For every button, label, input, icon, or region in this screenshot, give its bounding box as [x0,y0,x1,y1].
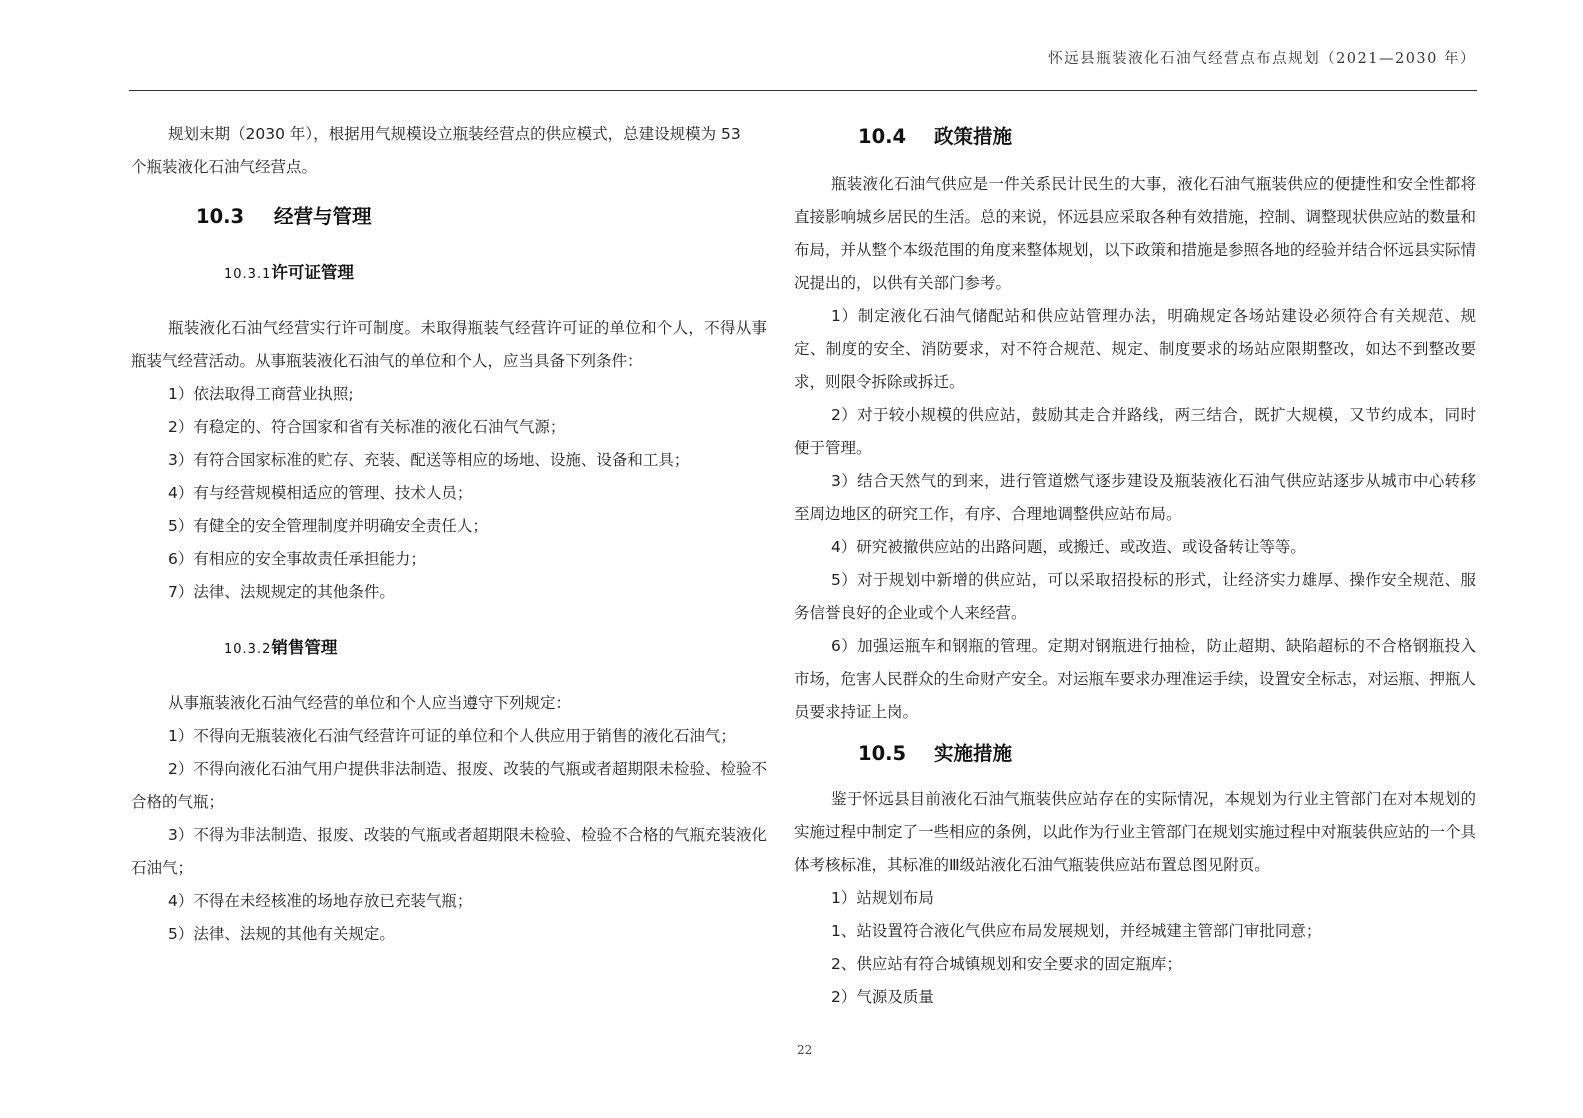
sales-item: 4）不得在未经核准的场地存放已充装气瓶； [168,892,473,910]
implementation-item: 1、站设置符合液化气供应布局发展规划，并经城建主管部门审批同意； [831,922,1322,940]
subsection-10-3-1-heading [224,258,767,290]
policy-item: 4）研究被撤供应站的出路问题，或搬迁、或改造、或设备转让等等。 [831,538,1306,556]
running-header: 怀远县瓶装液化石油气经营点布点规划（2021—2030 年） [1048,51,1476,67]
policy-item: 5）对于规划中新增的供应站，可以采取招投标的形式，让经济实力雄厚、操作安全规范、服务信誉良好的企业或个人来经营。 [794,571,1476,622]
subsection-10-3-2-heading [224,633,767,665]
policy-item: 2）对于较小规模的供应站，鼓励其走合并路线，两三结合，既扩大规模，又节约成本，同时便于管理。 [794,406,1476,457]
implementation-item: 2）气源及质量 [831,988,934,1006]
policy-item: 3）结合天然气的到来，进行管道燃气逐步建设及瓶装液化石油气供应站逐步从城市中心转移至周边地区的研究工作，有序、合理地调整供应站布局。 [794,472,1476,523]
subsection-number: 10.3.2 [224,642,272,657]
sales-item: 2）不得向液化石油气用户提供非法制造、报废、改装的气瓶或者超期限未检验、检验不合格的气瓶； [131,760,767,811]
sales-paragraph: 从事瓶装液化石油气经营的单位和个人应当遵守下列规定： [168,694,572,712]
license-item: 7）法律、法规规定的其他条件。 [168,583,395,601]
left-column [131,118,767,951]
section-number: 10.5 [858,742,907,765]
section-10-4-heading [858,122,1476,152]
right-column [794,118,1476,1014]
implementation-item: 1）站规划布局 [831,889,934,907]
license-item: 6）有相应的安全事故责任承担能力； [168,550,426,568]
policy-paragraph: 瓶装液化石油气供应是一件关系民计民生的大事，液化石油气瓶装供应的便捷性和安全性都将直接影响城乡居民的生活。总的来说，怀远县应采取各种有效措施，控制、调整现状供应站的数量和布局，并从整个本级范围的角度来整体规划，以下政策和措施是参照各地的经验并结合怀远县实际情况提出的，以供有关部门参考。 [794,175,1477,292]
implementation-item: 2、供应站有符合城镇规划和安全要求的固定瓶库； [831,955,1182,973]
license-item: 3）有符合国家标准的贮存、充装、配送等相应的场地、设施、设备和工具； [168,451,690,469]
policy-item: 6）加强运瓶车和钢瓶的管理。定期对钢瓶进行抽检，防止超期、缺陷超标的不合格钢瓶投入市场，危害人民群众的生命财产安全。对运瓶车要求办理准运手续，设置安全标志，对运瓶、押瓶人员要求持证上岗。 [794,637,1477,721]
section-number: 10.3 [196,205,245,228]
section-title: 政策措施 [934,125,1013,148]
section-10-3-heading [196,202,767,232]
header-rule [129,90,1477,91]
subsection-title: 许可证管理 [271,263,354,282]
sales-item: 1）不得向无瓶装液化石油气经营许可证的单位和个人供应用于销售的液化石油气； [168,727,736,745]
license-paragraph: 瓶装液化石油气经营实行许可制度。未取得瓶装气经营许可证的单位和个人，不得从事瓶装气经营活动。从事瓶装液化石油气的单位和个人，应当具备下列条件： [131,319,767,370]
license-item: 4）有与经营规模相适应的管理、技术人员； [168,484,473,502]
implementation-paragraph: 鉴于怀远县目前液化石油气瓶装供应站存在的实际情况，本规划为行业主管部门在对本规划的实施过程中制定了一些相应的条例，以此作为行业主管部门在规划实施过程中对瓶装供应站的一个具体考核标准，其标准的Ⅲ级站液化石油气瓶装供应站布置总图见附页。 [794,790,1477,874]
section-title: 经营与管理 [274,205,372,228]
sales-item: 5）法律、法规的其他有关规定。 [168,925,395,943]
section-title: 实施措施 [934,742,1013,765]
subsection-number: 10.3.1 [224,267,272,282]
policy-item: 1）制定液化石油气储配站和供应站管理办法，明确规定各场站建设必须符合有关规范、规定、制度的安全、消防要求，对不符合规范、规定、制度要求的场站应限期整改，如达不到整改要求，则限令拆除或拆迁。 [794,307,1476,391]
license-item: 5）有健全的安全管理制度并明确安全责任人； [168,517,488,535]
section-10-5-heading [858,739,1476,769]
section-number: 10.4 [858,125,907,148]
sales-item: 3）不得为非法制造、报废、改装的气瓶或者超期限未检验、检验不合格的气瓶充装液化石油气； [131,826,767,877]
intro-paragraph-line-2: 个瓶装液化石油气经营点。 [131,158,318,176]
intro-paragraph-line-1: 规划末期（2030 年），根据用气规模设立瓶装经营点的供应模式，总建设规模为 53 [168,125,741,143]
subsection-title: 销售管理 [271,638,338,657]
license-item: 1）依法取得工商营业执照; [168,385,354,403]
license-item: 2）有稳定的、符合国家和省有关标准的液化石油气气源； [168,418,566,436]
page-number: 22 [797,1043,813,1057]
